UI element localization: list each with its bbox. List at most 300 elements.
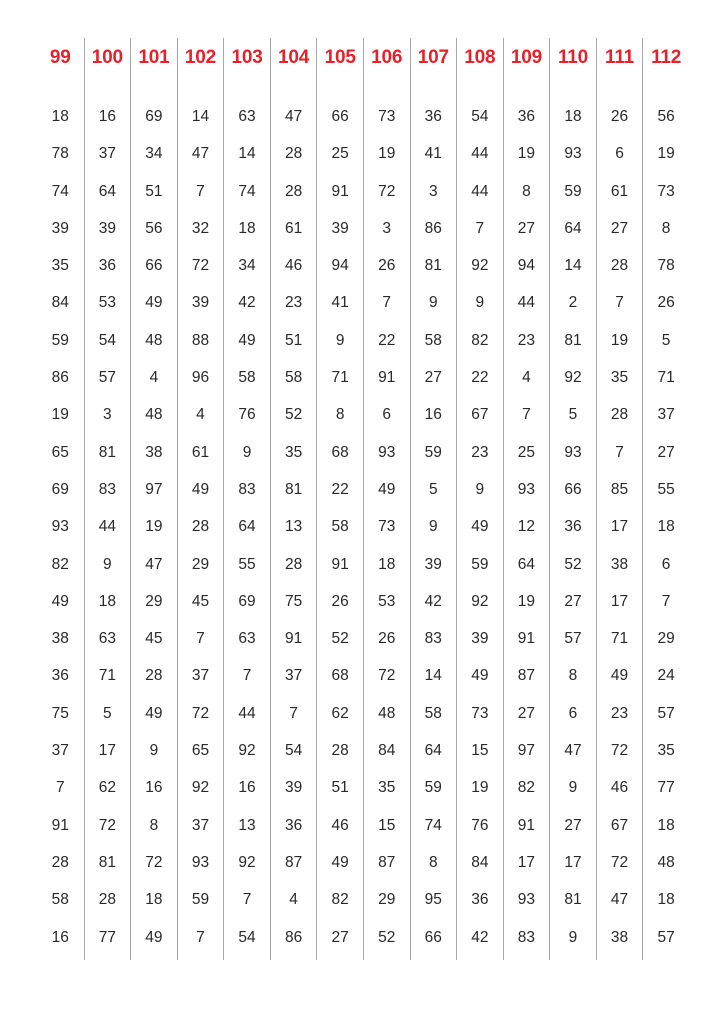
value-cell: 29 — [145, 592, 163, 610]
value-cell: 9 — [568, 779, 578, 797]
value-cell: 64 — [564, 219, 582, 237]
value-cell: 87 — [378, 853, 396, 871]
column-header: 111 — [605, 47, 635, 68]
column-header: 109 — [510, 47, 542, 68]
value-cell: 5 — [428, 480, 438, 498]
value-cell: 9 — [103, 555, 112, 573]
value-cell: 77 — [657, 779, 675, 797]
value-cell: 58 — [424, 704, 442, 722]
value-cell: 78 — [657, 257, 675, 275]
number-grid — [37, 38, 689, 960]
value-cell: 59 — [471, 555, 489, 573]
value-cell: 41 — [424, 145, 442, 163]
value-cell: 54 — [238, 928, 256, 946]
value-cell: 44 — [98, 518, 116, 536]
value-cell: 53 — [378, 592, 396, 610]
value-cell: 81 — [98, 853, 116, 871]
value-cell: 75 — [51, 704, 69, 722]
column-values — [364, 98, 410, 956]
column — [130, 38, 177, 960]
value-cell: 93 — [191, 853, 210, 871]
value-cell: 18 — [657, 518, 675, 536]
value-cell: 15 — [378, 816, 396, 834]
value-cell: 29 — [657, 630, 675, 648]
value-cell: 73 — [378, 518, 396, 536]
value-cell: 39 — [284, 779, 303, 797]
value-cell: 35 — [657, 742, 675, 760]
column-values — [597, 98, 643, 956]
value-cell: 19 — [471, 779, 489, 797]
value-cell: 64 — [424, 742, 442, 760]
value-cell: 18 — [378, 555, 396, 573]
value-cell: 6 — [661, 555, 671, 573]
value-cell: 63 — [98, 630, 116, 648]
value-cell: 56 — [145, 219, 163, 237]
value-cell: 49 — [331, 853, 349, 871]
value-cell: 72 — [378, 182, 396, 200]
value-cell: 63 — [238, 108, 256, 125]
value-cell: 26 — [378, 257, 396, 275]
value-cell: 57 — [98, 369, 116, 387]
value-cell: 37 — [657, 406, 675, 424]
value-cell: 69 — [51, 480, 69, 498]
value-cell: 27 — [564, 592, 582, 610]
value-cell: 5 — [568, 406, 578, 424]
value-cell: 86 — [424, 219, 442, 237]
value-cell: 68 — [331, 443, 349, 461]
value-cell: 16 — [98, 108, 116, 125]
column-values — [37, 98, 84, 956]
value-cell: 57 — [657, 928, 675, 946]
value-cell: 83 — [424, 630, 442, 648]
value-cell: 48 — [145, 331, 163, 349]
value-cell: 75 — [284, 592, 303, 610]
value-cell: 49 — [145, 928, 163, 946]
value-cell: 28 — [98, 891, 116, 909]
value-cell: 8 — [568, 667, 578, 685]
value-cell: 72 — [378, 667, 396, 685]
value-cell: 9 — [475, 480, 485, 498]
value-cell: 81 — [284, 480, 303, 498]
column-values — [85, 98, 131, 956]
value-cell: 3 — [382, 219, 392, 237]
value-cell: 76 — [471, 816, 489, 834]
value-cell: 4 — [522, 369, 531, 387]
value-cell: 28 — [610, 406, 629, 424]
value-cell: 42 — [238, 294, 256, 312]
value-cell: 7 — [196, 630, 205, 648]
value-cell: 73 — [378, 108, 396, 125]
value-cell: 27 — [517, 704, 536, 722]
value-cell: 45 — [145, 630, 163, 648]
value-cell: 74 — [51, 182, 69, 200]
column — [223, 38, 270, 960]
value-cell: 28 — [284, 182, 303, 200]
value-cell: 52 — [564, 555, 582, 573]
value-cell: 19 — [145, 518, 163, 536]
value-cell: 58 — [51, 891, 69, 909]
value-cell: 39 — [191, 294, 210, 312]
value-cell: 56 — [657, 108, 675, 125]
value-cell: 25 — [517, 443, 536, 461]
value-cell: 86 — [51, 369, 69, 387]
value-cell: 7 — [615, 294, 624, 312]
value-cell: 42 — [471, 928, 489, 946]
value-cell: 6 — [568, 704, 578, 722]
value-cell: 27 — [517, 219, 536, 237]
value-cell: 19 — [657, 145, 675, 163]
value-cell: 54 — [284, 742, 303, 760]
value-cell: 9 — [335, 331, 345, 349]
value-cell: 92 — [471, 592, 489, 610]
value-cell: 17 — [610, 592, 629, 610]
column-values — [178, 98, 224, 956]
column-values — [271, 98, 317, 956]
value-cell: 87 — [284, 853, 303, 871]
column-values — [411, 98, 457, 956]
value-cell: 58 — [284, 369, 303, 387]
value-cell: 9 — [149, 742, 159, 760]
value-cell: 7 — [615, 443, 624, 461]
value-cell: 17 — [610, 518, 629, 536]
value-cell: 66 — [331, 108, 349, 125]
column-header: 112 — [651, 47, 682, 68]
value-cell: 7 — [55, 779, 65, 797]
value-cell: 28 — [51, 853, 69, 871]
value-cell: 95 — [424, 891, 442, 909]
value-cell: 93 — [564, 145, 582, 163]
value-cell: 39 — [51, 219, 69, 237]
value-cell: 93 — [564, 443, 582, 461]
column-values — [550, 98, 596, 956]
column-values — [643, 98, 689, 956]
value-cell: 46 — [331, 816, 349, 834]
value-cell: 91 — [284, 630, 303, 648]
value-cell: 17 — [98, 742, 116, 760]
value-cell: 22 — [378, 331, 396, 349]
value-cell: 14 — [564, 257, 582, 275]
value-cell: 7 — [196, 182, 205, 200]
value-cell: 22 — [331, 480, 349, 498]
value-cell: 66 — [564, 480, 582, 498]
column-header: 104 — [278, 47, 310, 68]
value-cell: 49 — [145, 294, 163, 312]
value-cell: 18 — [564, 108, 582, 125]
value-cell: 48 — [145, 406, 163, 424]
value-cell: 36 — [564, 518, 582, 536]
value-cell: 82 — [471, 331, 489, 349]
value-cell: 36 — [424, 108, 442, 125]
value-cell: 23 — [517, 331, 536, 349]
value-cell: 71 — [657, 369, 675, 387]
value-cell: 35 — [610, 369, 629, 387]
value-cell: 92 — [191, 779, 210, 797]
value-cell: 82 — [517, 779, 536, 797]
value-cell: 19 — [517, 145, 536, 163]
value-cell: 93 — [378, 443, 396, 461]
value-cell: 84 — [378, 742, 396, 760]
value-cell: 54 — [98, 331, 116, 349]
value-cell: 19 — [378, 145, 396, 163]
value-cell: 27 — [424, 369, 442, 387]
value-cell: 69 — [145, 108, 163, 125]
column-header: 100 — [91, 47, 123, 68]
value-cell: 29 — [191, 555, 210, 573]
column-values — [457, 98, 503, 956]
value-cell: 72 — [191, 704, 210, 722]
value-cell: 16 — [145, 779, 163, 797]
value-cell: 58 — [424, 331, 442, 349]
value-cell: 6 — [382, 406, 392, 424]
value-cell: 36 — [517, 108, 536, 125]
value-cell: 91 — [517, 630, 536, 648]
value-cell: 83 — [238, 480, 256, 498]
value-cell: 37 — [191, 816, 210, 834]
value-cell: 29 — [378, 891, 396, 909]
value-cell: 68 — [331, 667, 349, 685]
value-cell: 67 — [471, 406, 489, 424]
value-cell: 19 — [517, 592, 536, 610]
value-cell: 17 — [517, 853, 536, 871]
value-cell: 92 — [564, 369, 582, 387]
value-cell: 59 — [51, 331, 69, 349]
value-cell: 58 — [331, 518, 349, 536]
value-cell: 39 — [471, 630, 489, 648]
column-values — [504, 98, 550, 956]
column-header: 101 — [138, 47, 170, 68]
value-cell: 9 — [475, 294, 485, 312]
value-cell: 7 — [661, 592, 671, 610]
value-cell: 73 — [471, 704, 489, 722]
value-cell: 34 — [145, 145, 163, 163]
value-cell: 3 — [103, 406, 112, 424]
value-cell: 25 — [331, 145, 349, 163]
value-cell: 65 — [51, 443, 69, 461]
column-values — [224, 98, 270, 956]
value-cell: 38 — [51, 630, 69, 648]
value-cell: 37 — [284, 667, 303, 685]
value-cell: 88 — [191, 331, 210, 349]
value-cell: 97 — [145, 480, 163, 498]
value-cell: 51 — [284, 331, 303, 349]
value-cell: 28 — [145, 667, 163, 685]
value-cell: 4 — [289, 891, 298, 909]
value-cell: 39 — [98, 219, 116, 237]
value-cell: 62 — [98, 779, 116, 797]
column-header: 107 — [417, 47, 449, 68]
value-cell: 76 — [238, 406, 256, 424]
column — [177, 38, 224, 960]
value-cell: 18 — [51, 108, 69, 125]
value-cell: 3 — [428, 182, 438, 200]
value-cell: 38 — [610, 928, 629, 946]
value-cell: 8 — [661, 219, 671, 237]
value-cell: 72 — [610, 853, 629, 871]
value-cell: 49 — [51, 592, 69, 610]
value-cell: 14 — [424, 667, 442, 685]
value-cell: 28 — [331, 742, 349, 760]
value-cell: 59 — [424, 779, 442, 797]
value-cell: 27 — [564, 816, 582, 834]
value-cell: 61 — [191, 443, 210, 461]
value-cell: 46 — [610, 779, 629, 797]
value-cell: 28 — [610, 257, 629, 275]
value-cell: 37 — [191, 667, 210, 685]
value-cell: 86 — [284, 928, 303, 946]
value-cell: 83 — [517, 928, 536, 946]
value-cell: 47 — [284, 108, 303, 125]
value-cell: 64 — [517, 555, 536, 573]
value-cell: 55 — [238, 555, 256, 573]
value-cell: 91 — [51, 816, 69, 834]
value-cell: 69 — [238, 592, 256, 610]
value-cell: 14 — [238, 145, 256, 163]
value-cell: 45 — [191, 592, 210, 610]
column — [316, 38, 363, 960]
value-cell: 47 — [145, 555, 163, 573]
value-cell: 85 — [610, 480, 629, 498]
value-cell: 58 — [238, 369, 256, 387]
value-cell: 55 — [657, 480, 675, 498]
value-cell: 71 — [610, 630, 629, 648]
value-cell: 35 — [378, 779, 396, 797]
value-cell: 57 — [657, 704, 675, 722]
value-cell: 18 — [657, 891, 675, 909]
value-cell: 82 — [51, 555, 69, 573]
value-cell: 7 — [196, 928, 205, 946]
value-cell: 92 — [471, 257, 489, 275]
value-cell: 82 — [331, 891, 349, 909]
value-cell: 13 — [238, 816, 256, 834]
value-cell: 53 — [98, 294, 116, 312]
value-cell: 49 — [191, 480, 210, 498]
column-header: 102 — [184, 47, 217, 68]
value-cell: 26 — [610, 108, 629, 125]
value-cell: 34 — [238, 257, 256, 275]
value-cell: 41 — [331, 294, 349, 312]
value-cell: 66 — [145, 257, 163, 275]
value-cell: 72 — [98, 816, 116, 834]
value-cell: 2 — [568, 294, 578, 312]
value-cell: 44 — [238, 704, 256, 722]
value-cell: 91 — [378, 369, 396, 387]
value-cell: 63 — [238, 630, 256, 648]
column-header: 105 — [324, 47, 356, 68]
value-cell: 78 — [51, 145, 69, 163]
value-cell: 51 — [145, 182, 163, 200]
value-cell: 87 — [517, 667, 536, 685]
value-cell: 12 — [517, 518, 536, 536]
value-cell: 37 — [51, 742, 69, 760]
value-cell: 48 — [657, 853, 675, 871]
value-cell: 9 — [568, 928, 578, 946]
value-cell: 8 — [335, 406, 345, 424]
value-cell: 37 — [98, 145, 116, 163]
value-cell: 7 — [242, 667, 252, 685]
value-cell: 7 — [522, 406, 531, 424]
value-cell: 35 — [284, 443, 303, 461]
column — [410, 38, 457, 960]
value-cell: 93 — [517, 480, 536, 498]
column-header: 110 — [557, 47, 588, 68]
value-cell: 7 — [242, 891, 252, 909]
value-cell: 36 — [284, 816, 303, 834]
value-cell: 16 — [238, 779, 256, 797]
value-cell: 8 — [522, 182, 531, 200]
value-cell: 84 — [471, 853, 489, 871]
value-cell: 66 — [424, 928, 442, 946]
column-header: 106 — [371, 47, 403, 68]
value-cell: 84 — [51, 294, 69, 312]
column — [363, 38, 410, 960]
value-cell: 7 — [382, 294, 392, 312]
value-cell: 64 — [98, 182, 116, 200]
column-header: 108 — [464, 47, 496, 68]
value-cell: 59 — [191, 891, 210, 909]
value-cell: 62 — [331, 704, 349, 722]
value-cell: 47 — [191, 145, 210, 163]
value-cell: 93 — [51, 518, 69, 536]
value-cell: 23 — [284, 294, 303, 312]
value-cell: 96 — [191, 369, 210, 387]
value-cell: 18 — [657, 816, 675, 834]
value-cell: 13 — [284, 518, 303, 536]
value-cell: 94 — [331, 257, 349, 275]
value-cell: 5 — [661, 331, 671, 349]
value-cell: 44 — [471, 182, 489, 200]
value-cell: 28 — [191, 518, 210, 536]
value-cell: 9 — [242, 443, 252, 461]
value-cell: 8 — [149, 816, 159, 834]
value-cell: 44 — [471, 145, 489, 163]
value-cell: 7 — [289, 704, 298, 722]
value-cell: 77 — [98, 928, 116, 946]
column — [596, 38, 643, 960]
value-cell: 7 — [475, 219, 485, 237]
value-cell: 49 — [378, 480, 396, 498]
value-cell: 72 — [610, 742, 629, 760]
value-cell: 15 — [471, 742, 489, 760]
value-cell: 9 — [428, 518, 438, 536]
value-cell: 64 — [238, 518, 256, 536]
value-cell: 36 — [98, 257, 116, 275]
column — [84, 38, 131, 960]
value-cell: 27 — [331, 928, 349, 946]
value-cell: 35 — [51, 257, 69, 275]
value-cell: 91 — [331, 182, 349, 200]
value-cell: 59 — [564, 182, 582, 200]
value-cell: 24 — [657, 667, 675, 685]
value-cell: 97 — [517, 742, 536, 760]
value-cell: 52 — [331, 630, 349, 648]
column-header: 103 — [231, 47, 263, 68]
value-cell: 48 — [378, 704, 396, 722]
value-cell: 49 — [471, 518, 489, 536]
value-cell: 23 — [471, 443, 489, 461]
value-cell: 19 — [51, 406, 69, 424]
value-cell: 26 — [378, 630, 396, 648]
value-cell: 36 — [471, 891, 489, 909]
column — [456, 38, 503, 960]
value-cell: 42 — [424, 592, 442, 610]
value-cell: 27 — [610, 219, 629, 237]
value-cell: 73 — [657, 182, 675, 200]
value-cell: 14 — [191, 108, 210, 125]
value-cell: 92 — [238, 742, 256, 760]
value-cell: 18 — [98, 592, 116, 610]
value-cell: 16 — [51, 928, 69, 946]
column — [549, 38, 596, 960]
